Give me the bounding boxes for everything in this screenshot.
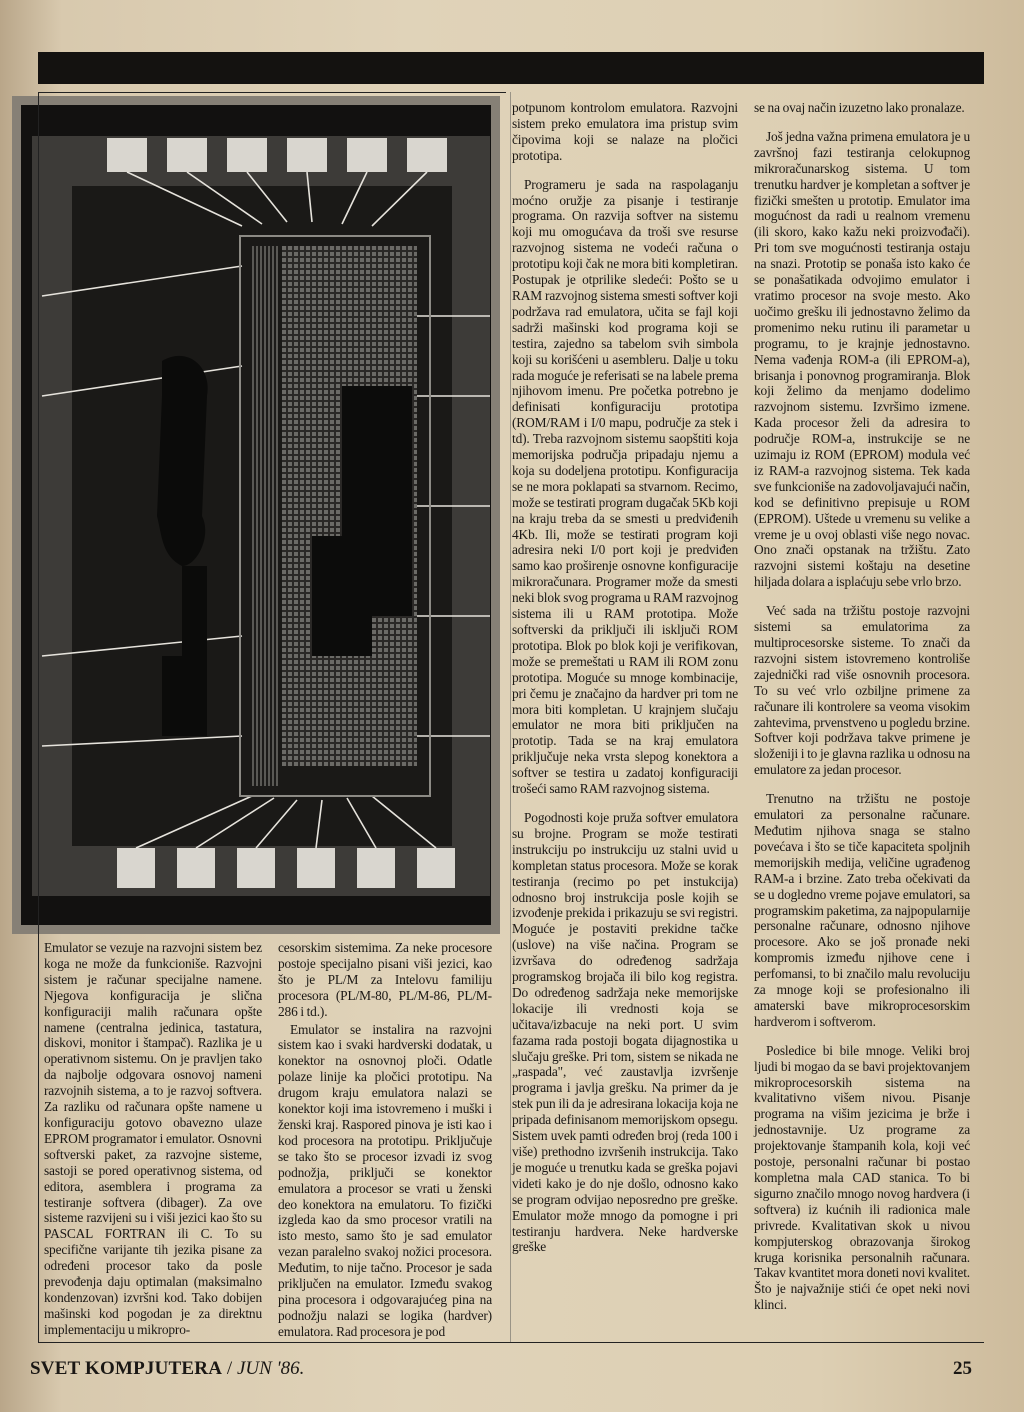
paragraph: Posledice bi bile mnoge. Veliki broj ljudi bi mogao da se bavi projektovanjem mikroprocesorskih sistema na kvalitativno višem nivou. Pisanje programa na višim jezicima je brže i jednostavnije. Uz programe za projektovanje štampanih kola, koji već postoje, personalni računar bi postao kompletna mala CAD stanica. To bi sigurno značilo mnogo novog hardvera (i softvera) iz kućnih ili radionica male privrede. Kvalitativan skok u nivou kompjuterskog obrazovanja širokog kruga korisnika personalnih računara. Takav kvantitet mora doneti novi kvalitet. Što je najvažnije stići će opet neki novi klinci. — [754, 1042, 970, 1313]
chip-die-photo — [12, 96, 500, 934]
frame-rule-mid — [510, 92, 511, 1342]
text-column-4 — [754, 100, 970, 1326]
frame-rule-top — [38, 92, 506, 93]
chip-die-photo-icon — [12, 96, 500, 934]
paragraph: Emulator se vezuje na razvojni sistem bez koga ne može da funkcioniše. Razvojni sistem je računar specijalne namene. Njegova konfiguracija je slična konfiguraciji malih računara opšte namene (centralna jedinica, tastatura, diskovi, monitor i štampač). Razlika je u operativnom sistemu. On je pravljen tako da najbolje odgovara osnovoj nameni razvojnih sistema, a to je razvoj softvera. Za razliku od računara opšte namene u konfiguraciju gotovo obavezno ulaze EPROM programator i emulator. Osnovni softverski paket, za razvojne sisteme, sastoji se pored operativnog sistema, od editora, asemblera i programa za testiranje softvera (dibager). Za ove sisteme razvijeni su i viši jezici kao što su PASCAL FORTRAN ili C. To su specifične varijante tih jezika pisane za određeni procesor tako da posle prevođenja daju optimalan (maksimalno kondenzovan) izvršni kod. Tako dobijen mašinski kod pogodan je za direktnu implementaciju u mikropro- — [44, 940, 262, 1337]
paragraph: Trenutno na tržištu ne postoje emulatori za personalne računare. Međutim njihova snaga se stalno povećava i što se tiče kapaciteta spoljnih memorijskih medija, veličine ugrađenog RAM-a i brzine. Zato treba očekivati da se u dogledno vreme pojave emulatori, sa programskim paketima, za najpopularnije personalne računare, odnosno njihove procesore. Ako se još pronađe neki kompromis između njihove cene i perfomansi, to bi značilo malu revoluciju za mnoge koji se profesionalno ili amaterski bave mikroprocesorskim hardverom i softverom. — [754, 791, 970, 1029]
paragraph: Već sada na tržištu postoje razvojni sistemi sa emulatorima za multiprocesorske sisteme. To znači da razvojni sistem istovremeno kontroliše zajednički rad više osnovnih procesora. To su već vrlo ozbiljne primene za računare ili kontrolere sa veoma visokim zahtevima, prvenstveno u pogledu brzine. Softver koji podržava takve primene je složeniji i to je glavna razlika u odnosu na emulatore za jedan procesor. — [754, 603, 970, 778]
paragraph: Emulator se instalira na razvojni sistem kao i svaki hardverski dodatak, u konektor na osnovnoj ploči. Odatle polaze linije ka pločici prototipu. Na drugom kraju emulatora nalazi se konektor koji ima istovremeno i muški i ženski kraj. Raspored pinova je isti kao i kod procesora na prototipu. Priključuje se tako što se procesor izvadi iz svog podnožja, priključi se konektor emulatora a procesor se vrati u ženski deo konektora na emulatoru. To fizički izgleda kao da smo procesor vratili na isto mesto, samo što je sad emulator vezan paralelno svakoj nožici procesora. Međutim, to nije tačno. Procesor je sada priključen na emulator. Između svakog pina procesora i odgovarajućeg pina na podnožju nalazi se logika (hardver) emulatora. Rad procesora je pod — [278, 1021, 492, 1339]
footer-separator: / — [222, 1358, 237, 1379]
frame-rule-left — [38, 92, 39, 1342]
paragraph: se na ovaj način izuzetno lako pronalaze. — [754, 100, 965, 115]
magazine-name: SVET KOMPJUTERA — [30, 1358, 223, 1379]
text-column-3 — [512, 100, 738, 1268]
text-column-2 — [278, 940, 492, 1353]
text-column-1 — [44, 940, 262, 1351]
top-black-bar — [38, 52, 984, 84]
paragraph: potpunom kontrolom emulatora. Razvojni sistem preko emulatora ima pristup svim čipovima koji se nalaze na pločici prototipa. — [512, 100, 738, 163]
footer-magazine — [30, 1358, 304, 1380]
paragraph: Pogodnosti koje pruža softver emulatora su brojne. Program se može testirati instrukciju po instrukciju uz stalni uvid u kompletan status procesora. Može se korak testiranja (recimo po pet instukcija) odnosno broj instrukcija posle kojih se izvođenje prekida i prikazuju se svi registri. Moguće je postaviti prekidne tačke (uslove) na više načina. Program se izvršava do određenog sadržaja programskog brojača ili bilo kog registra. Do određenog sadržaja neke memorijske lokacije ili vrednosti koja se učitava/izbacuje na neki port. U svim fazama rada postoji bogata dijagnostika u slučaju greške. Pri tom, sistem se nikada ne „raspada", već zaustavlja izvršenje programa i javlja grešku. Na primer da je stek pun ili da je adresirana lokacija koja ne pripada definisanom memorijskom opsegu. Sistem uvek pamti određen broj (reda 100 i više) prethodno izvršenih instrukcija. Tako je moguće u trenutku kada se greška pojavi videti kako je do nje došlo, odnosno kako se program odvijao neposredno pre greške. Emulator može mnogo da pomogne i pri testiranju hardvera. Neke hardverske greške — [512, 809, 738, 1255]
paragraph: cesorskim sistemima. Za neke procesore postoje specijalno pisani viši jezici, kao što je PL/M za Intelovu familiju procesora (PL/M-80, PL/M-86, PL/M-286 i td.). — [278, 940, 492, 1019]
page-number: 25 — [953, 1358, 972, 1379]
issue-date: JUN '86. — [236, 1358, 305, 1379]
paragraph: Programeru je sada na raspolaganju moćno oružje za pisanje i testiranje programa. On razvija softver na sistemu koji mu omogućava da troši sve resurse razvojnog sistema ne vodeći računa o prototipu koji čak ne mora biti kompletiran. Postupak je otprilike sledeći: Pošto se u RAM razvojnog sistema smesti softver koji podržava rad emulatora, učita se fajl koji sadrži mašinski kod programa koji se testira, zajedno sa tabelom svih simbola koji su korišćeni u asembleru. Dalje u toku rada moguće je referisati se na labele prema njihovom imenu. Pre početka potrebno je definisati konfiguraciju prototipa (ROM/RAM i I/0 mapu, područje za stek i td). Treba razvojnom sistemu saopštiti koja memorijska područja pripadaju njemu a koja su dodeljena prototipu. Konfiguracija se ne mora poklapati sa stvarnom. Recimo, može se testirati program dugačak 5Kb koji na kraju treba da se smesti u predviđenih 4Kb. Ili, može se testirati program koji adresira neki I/0 port koji je predviđen samo kao proširenje osnovne konfiguracije mikroračunara. Programer može da smesti neki blok svog programa u RAM razvojnog sistema ili u RAM prototipa. Može softverski da priključi ili isključi ROM prototipa. Blok po blok koji je verifikovan, može se premeštati u RAM ili ROM zonu prototipa. Moguće su mnoge kombinacije, pri čemu je značajno da hardver pri tom ne mora biti kompletan. U krajnjem slučaju emulator ne mora biti priključen na prototip. Tada se na kraj emulatora priključuje neka vrsta slepog konektora a softver se testira u zadatoj konfiguraciji trošeći samo RAM razvojnog sistema. — [512, 176, 738, 797]
paragraph: Još jedna važna primena emulatora je u završnoj fazi testiranja celokupnog mikroračunarskog sistema. U tom trenutku hardver je kompletan a softver je fizički smešten u prototip. Emulator ima mogućnost da radi u realnom vremenu (ili skoro, kako kažu neki proizvođači). Pri tom sve mogućnosti testiranja ostaju na snazi. Prototip se ponaša isto kako će se ponašatikada odvojimo emulator i vratimo procesor na svoje mesto. Ako uočimo grešku ili jednostavno želimo da promenimo neku rutinu ili parametar u programu, to je krajnje jednostavno. Nema vađenja ROM-a (ili EPROM-a), brisanja i ponovnog programiranja. Blok koji želimo da menjamo dodelimo razvojnom sistemu. Izvršimo izmene. Kada procesor želi da adresira to područje ROM-a, instrukcije se ne uzimaju iz ROM (EPROM) modula već iz RAM-a razvojnog sistema. Tek kada sve funkcioniše na zadovoljavajući način, kod se definitivno prepisuje u ROM (EPROM). Uštede u vremenu su velike a vreme je u ovoj oblasti više nego novac. Ono znači opstanak na tržištu. Zato razvojni sistemi koštaju na desetine hiljada dolara a isplaćuju sebe vrlo brzo. — [754, 128, 970, 590]
